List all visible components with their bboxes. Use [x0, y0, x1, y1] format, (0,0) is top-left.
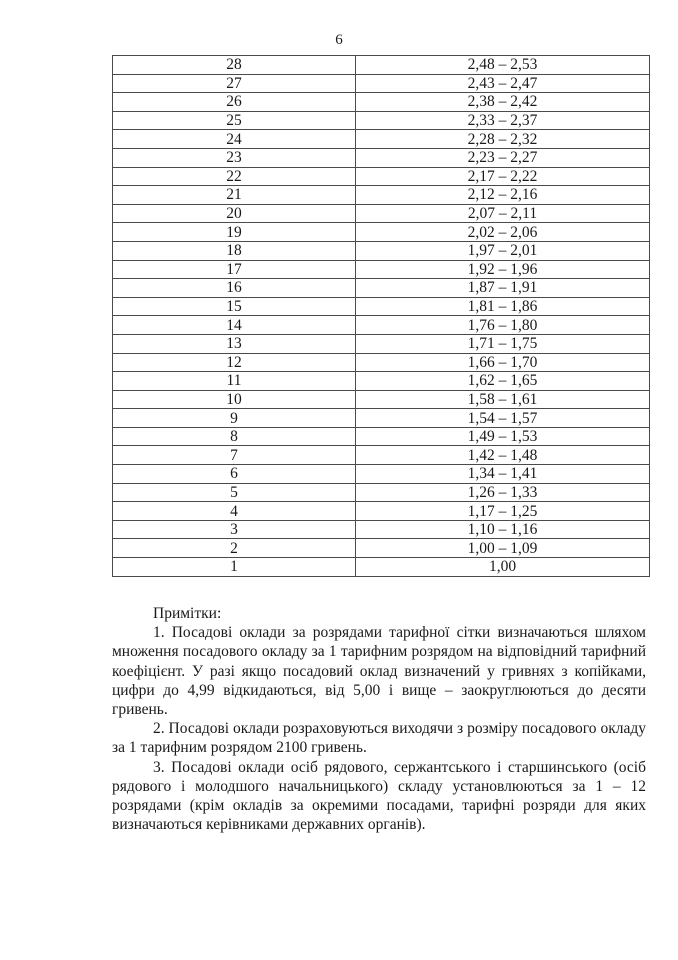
table-row [113, 353, 650, 372]
table-row [113, 316, 650, 335]
table-row [113, 279, 650, 298]
coefficient-cell: 2,17 – 2,22 [356, 167, 650, 186]
table-row [113, 446, 650, 465]
grade-cell: 4 [113, 502, 356, 521]
coefficient-cell: 2,23 – 2,27 [356, 148, 650, 167]
coefficient-cell: 1,66 – 1,70 [356, 353, 650, 372]
coefficient-cell: 1,87 – 1,91 [356, 279, 650, 298]
grade-cell: 24 [113, 130, 356, 149]
coefficient-cell: 1,00 – 1,09 [356, 539, 650, 558]
grade-cell: 27 [113, 74, 356, 93]
grade-cell: 7 [113, 446, 356, 465]
table-row [113, 483, 650, 502]
note-item-1: 1. Посадові оклади за розрядами тарифної сітки визначаються шляхом множення посадового окладу за 1 тарифним розрядом на відповідний тарифний коефіцієнт. У разі якщо посадовий оклад визначений у гривнях з копійками, цифри до 4,99 відкидаються, від 5,00 і вище – заокруглюються до десяти гривень. [112, 624, 646, 719]
grade-cell: 20 [113, 204, 356, 223]
grade-cell: 12 [113, 353, 356, 372]
grade-cell: 3 [113, 520, 356, 539]
table-row [113, 427, 650, 446]
coefficient-cell: 2,12 – 2,16 [356, 186, 650, 205]
grade-cell: 15 [113, 297, 356, 316]
coefficient-cell: 1,71 – 1,75 [356, 334, 650, 353]
table-row [113, 372, 650, 391]
coefficient-cell: 2,48 – 2,53 [356, 56, 650, 75]
table-row [113, 260, 650, 279]
coefficient-cell: 1,76 – 1,80 [356, 316, 650, 335]
coefficient-cell: 1,58 – 1,61 [356, 390, 650, 409]
grade-cell: 22 [113, 167, 356, 186]
table-body [113, 56, 650, 577]
table-row [113, 148, 650, 167]
table-row [113, 390, 650, 409]
table-row [113, 111, 650, 130]
coefficient-cell: 1,81 – 1,86 [356, 297, 650, 316]
grade-cell: 19 [113, 223, 356, 242]
grade-cell: 8 [113, 427, 356, 446]
coefficient-cell: 2,43 – 2,47 [356, 74, 650, 93]
grade-cell: 2 [113, 539, 356, 558]
table-row [113, 520, 650, 539]
grade-cell: 25 [113, 111, 356, 130]
table-row [113, 223, 650, 242]
page-number: 6 [335, 32, 343, 48]
table-row [113, 558, 650, 577]
coefficient-cell: 1,42 – 1,48 [356, 446, 650, 465]
table-row [113, 56, 650, 75]
grade-cell: 16 [113, 279, 356, 298]
table-row [113, 502, 650, 521]
table-row [113, 297, 650, 316]
grade-cell: 5 [113, 483, 356, 502]
coefficient-cell: 1,49 – 1,53 [356, 427, 650, 446]
coefficient-cell: 1,62 – 1,65 [356, 372, 650, 391]
table-row [113, 167, 650, 186]
notes-title: Примітки: [153, 605, 222, 622]
table-row [113, 465, 650, 484]
table-row [113, 334, 650, 353]
coefficient-cell: 1,26 – 1,33 [356, 483, 650, 502]
grade-cell: 21 [113, 186, 356, 205]
grade-cell: 9 [113, 409, 356, 428]
coefficient-cell: 1,97 – 2,01 [356, 241, 650, 260]
grade-cell: 10 [113, 390, 356, 409]
notes-section [112, 604, 646, 834]
grade-cell: 6 [113, 465, 356, 484]
note-item-2: 2. Посадові оклади розраховуються виходячи з розміру посадового окладу за 1 тарифним розрядом 2100 гривень. [112, 720, 646, 757]
table-row [113, 186, 650, 205]
coefficient-cell: 2,33 – 2,37 [356, 111, 650, 130]
grade-cell: 11 [113, 372, 356, 391]
note-item-3: 3. Посадові оклади осіб рядового, сержантського і старшинського (осіб рядового і молодшого начальницького) складу установлюються за 1 – 12 розрядами (крім окладів за окремими посадами, тарифні розряди для яких визначаються керівниками державних органів). [112, 758, 646, 834]
coefficient-cell: 1,34 – 1,41 [356, 465, 650, 484]
grade-cell: 14 [113, 316, 356, 335]
grade-cell: 17 [113, 260, 356, 279]
coefficient-cell: 2,02 – 2,06 [356, 223, 650, 242]
table-row [113, 241, 650, 260]
coefficient-cell: 2,28 – 2,32 [356, 130, 650, 149]
table-row [113, 204, 650, 223]
grade-cell: 28 [113, 56, 356, 75]
coefficient-cell: 2,38 – 2,42 [356, 93, 650, 112]
coefficient-cell: 1,00 [356, 558, 650, 577]
tariff-grid-table [112, 55, 650, 577]
coefficient-cell: 1,10 – 1,16 [356, 520, 650, 539]
table-row [113, 93, 650, 112]
coefficient-cell: 1,92 – 1,96 [356, 260, 650, 279]
coefficient-cell: 1,54 – 1,57 [356, 409, 650, 428]
coefficient-cell: 1,17 – 1,25 [356, 502, 650, 521]
coefficient-cell: 2,07 – 2,11 [356, 204, 650, 223]
grade-cell: 23 [113, 148, 356, 167]
grade-cell: 18 [113, 241, 356, 260]
table-row [113, 409, 650, 428]
grade-cell: 13 [113, 334, 356, 353]
table-row [113, 130, 650, 149]
grade-cell: 1 [113, 558, 356, 577]
grade-cell: 26 [113, 93, 356, 112]
table-row [113, 539, 650, 558]
table-row [113, 74, 650, 93]
